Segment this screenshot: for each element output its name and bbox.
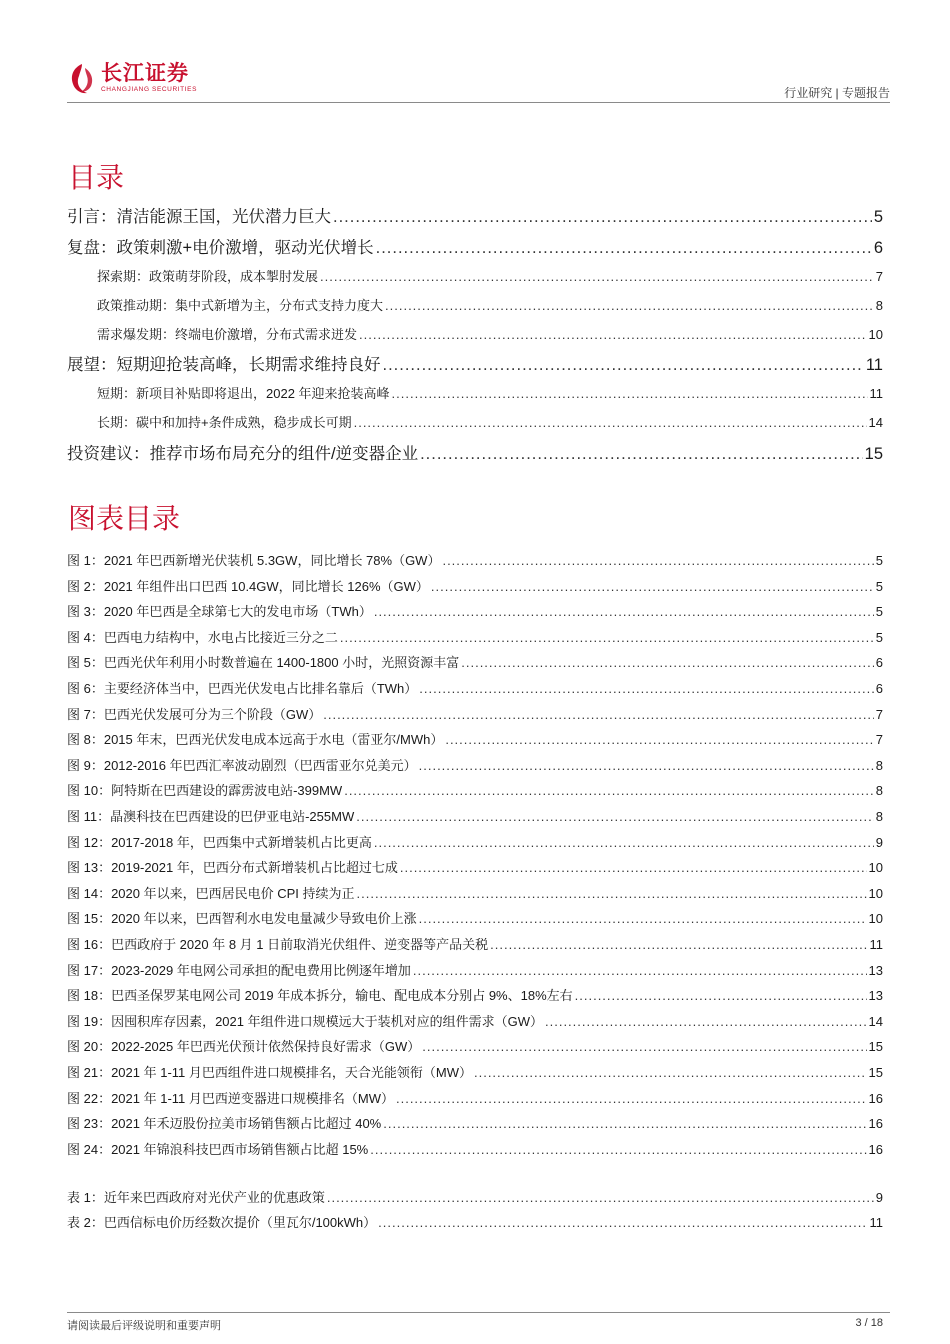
- figure-entry-page: 13: [868, 962, 883, 978]
- toc-entry-page: 10: [868, 327, 883, 342]
- figure-entry[interactable]: [67, 1011, 883, 1030]
- figure-entry-text: 图 11：晶澳科技在巴西建设的巴伊亚电站-255MW: [67, 809, 355, 824]
- figure-entry-page: 16: [868, 1090, 883, 1106]
- figure-entry-text: 图 8：2015 年末，巴西光伏发电成本远高于水电（雷亚尔/MWh）: [67, 732, 444, 748]
- page-header: [67, 62, 890, 107]
- figures-title: 图表目录: [68, 503, 181, 534]
- table-entry-page: 11: [869, 1215, 883, 1230]
- figure-entry-page: 5: [875, 629, 883, 645]
- figure-entry[interactable]: [67, 576, 883, 595]
- toc-subentry[interactable]: [67, 324, 883, 343]
- toc-entry-page: 14: [868, 415, 883, 430]
- toc-entry-text: 政策推动期：集中式新增为主，分布式支持力度大: [97, 298, 384, 313]
- figure-entry-text: 图 20：2022-2025 年巴西光伏预计依然保持良好需求（GW）: [67, 1039, 421, 1055]
- toc-dot-leader: [383, 356, 864, 375]
- toc-entry-text: 需求爆发期：终端电价激增，分布式需求迸发: [97, 327, 358, 342]
- toc-dot-leader: [378, 1215, 867, 1230]
- figure-entry-page: 6: [875, 655, 883, 671]
- figure-entry-page: 8: [875, 809, 883, 824]
- toc-subentry[interactable]: [67, 295, 883, 314]
- table-entry[interactable]: [67, 1212, 883, 1231]
- toc-dot-leader: [370, 1142, 866, 1157]
- toc-dot-leader: [545, 1014, 867, 1029]
- figure-entry-text: 图 15：2020 年以来，巴西智利水电发电量减少导致电价上涨: [67, 911, 417, 927]
- figure-entry[interactable]: [67, 780, 883, 799]
- toc-entry-page: 15: [864, 445, 883, 463]
- toc-dot-leader: [374, 604, 874, 619]
- figure-entry-page: 7: [875, 706, 883, 722]
- toc-dot-leader: [396, 1091, 867, 1106]
- page-number: 3 / 18: [855, 1317, 883, 1329]
- logo-english-name: CHANGJIANG SECURITIES: [101, 86, 198, 93]
- toc-dot-leader: [333, 208, 872, 227]
- toc-entry-text: 展望：短期迎抢装高峰，长期需求维持良好: [67, 356, 381, 374]
- figure-entry[interactable]: [67, 729, 883, 748]
- figure-entry-page: 9: [875, 834, 883, 850]
- toc-entry-page: 6: [873, 239, 883, 257]
- toc-dot-leader: [383, 1116, 866, 1131]
- figure-entry-text: 图 19：因囤积库存因素，2021 年组件进口规模远大于装机对应的组件需求（GW）: [67, 1013, 543, 1029]
- table-entry-text: 表 1：近年来巴西政府对光伏产业的优惠政策: [67, 1190, 325, 1205]
- figure-entry-page: 15: [868, 1039, 883, 1055]
- toc-dot-leader: [490, 937, 867, 952]
- toc-entry-text: 引言：清洁能源王国，光伏潜力巨大: [67, 208, 331, 226]
- toc-entry-page: 5: [873, 208, 883, 226]
- toc-dot-leader: [376, 239, 872, 258]
- figure-entry-text: 图 1：2021 年巴西新增光伏装机 5.3GW，同比增长 78%（GW）: [67, 553, 441, 568]
- figure-entry-text: 图 18：巴西圣保罗某电网公司 2019 年成本拆分，输电、配电成本分别占 9%、18%左右: [67, 988, 573, 1004]
- table-entry-page: 9: [875, 1190, 883, 1205]
- toc-entry-text: 投资建议：推荐市场布局充分的组件/逆变器企业: [67, 445, 419, 463]
- figure-entry-text: 图 12：2017-2018 年，巴西集中式新增装机占比更高: [67, 834, 372, 850]
- toc-dot-leader: [575, 988, 867, 1003]
- figure-entry[interactable]: [67, 1088, 883, 1107]
- figure-entry-text: 图 24：2021 年锦浪科技巴西市场销售额占比超 15%: [67, 1141, 369, 1157]
- toc-dot-leader: [413, 963, 867, 978]
- figure-entry-text: 图 22：2021 年 1-11 月巴西逆变器进口规模排名（MW）: [67, 1090, 394, 1106]
- toc-dot-leader: [344, 783, 874, 798]
- report-type-label: 行业研究 | 专题报告: [784, 86, 890, 100]
- figure-entry-text: 图 17：2023-2029 年电网公司承担的配电费用比例逐年增加: [67, 962, 411, 978]
- toc-entry-page: 8: [875, 298, 883, 313]
- figure-entry[interactable]: [67, 1062, 883, 1081]
- toc-dot-leader: [359, 327, 867, 342]
- figure-entry-text: 图 9：2012-2016 年巴西汇率波动剧烈（巴西雷亚尔兑美元）: [67, 757, 417, 773]
- toc-dot-leader: [357, 886, 867, 901]
- figure-entry-text: 图 3：2020 年巴西是全球第七大的发电市场（TWh）: [67, 604, 372, 620]
- toc-dot-leader: [400, 860, 867, 875]
- toc-entry[interactable]: [67, 203, 883, 227]
- figure-entry[interactable]: [67, 601, 883, 620]
- figure-entry-text: 图 5：巴西光伏年利用小时数普遍在 1400-1800 小时，光照资源丰富: [67, 655, 460, 671]
- figure-entry[interactable]: [67, 806, 883, 825]
- toc-dot-leader: [420, 445, 863, 464]
- figure-entry-page: 15: [868, 1065, 883, 1080]
- table-entry[interactable]: [67, 1187, 883, 1206]
- figure-entry-page: 5: [875, 578, 883, 594]
- figure-entry[interactable]: [67, 1113, 883, 1132]
- figure-entry-page: 10: [868, 885, 883, 901]
- toc-dot-leader: [419, 758, 874, 773]
- toc-dot-leader: [419, 681, 873, 696]
- figure-entry-page: 13: [868, 988, 883, 1004]
- toc-subentry[interactable]: [67, 266, 883, 285]
- figure-entry-text: 图 16：巴西政府于 2020 年 8 月 1 日前取消光伏组件、逆变器等产品关税: [67, 937, 489, 952]
- toc-dot-leader: [385, 298, 874, 313]
- figure-entry[interactable]: [67, 704, 883, 723]
- figure-entry-page: 14: [868, 1013, 883, 1029]
- footer-disclaimer: 请阅读最后评级说明和重要声明: [67, 1320, 221, 1332]
- toc-entry-text: 长期：碳中和加持+条件成熟，稳步成长可期: [97, 415, 352, 430]
- toc-dot-leader: [442, 553, 873, 568]
- changjiang-logo-icon: [67, 62, 97, 96]
- toc-dot-leader: [431, 579, 874, 594]
- toc-entry[interactable]: [67, 440, 883, 464]
- toc-dot-leader: [323, 707, 874, 722]
- toc-entry-text: 复盘：政策刺激+电价激增，驱动光伏增长: [67, 239, 374, 257]
- toc-entry-text: 探索期：政策萌芽阶段，成本掣肘发展: [97, 269, 319, 284]
- figure-entry[interactable]: [67, 960, 883, 979]
- figure-entry[interactable]: [67, 550, 883, 569]
- figure-entry[interactable]: [67, 857, 883, 876]
- figure-entry[interactable]: [67, 1036, 883, 1055]
- figure-entry[interactable]: [67, 755, 883, 774]
- figure-entry-text: 图 14：2020 年以来，巴西居民电价 CPI 持续为正: [67, 885, 355, 901]
- figure-entry-text: 图 23：2021 年禾迈股份拉美市场销售额占比超过 40%: [67, 1116, 382, 1132]
- footer-divider: [67, 1312, 890, 1313]
- company-logo: [67, 62, 197, 96]
- figure-entry[interactable]: [67, 627, 883, 646]
- figure-entry-text: 图 7：巴西光伏发展可分为三个阶段（GW）: [67, 706, 322, 722]
- figure-entry-text: 图 2：2021 年组件出口巴西 10.4GW，同比增长 126%（GW）: [67, 578, 429, 594]
- figure-entry-page: 10: [868, 860, 883, 876]
- toc-entry-text: 短期：新项目补贴即将退出，2022 年迎来抢装高峰: [97, 386, 390, 401]
- toc-subentry[interactable]: [67, 412, 883, 431]
- toc-dot-leader: [354, 415, 867, 430]
- figure-entry-page: 11: [869, 937, 883, 952]
- toc-dot-leader: [374, 835, 874, 850]
- toc-dot-leader: [320, 269, 874, 284]
- figure-entry[interactable]: [67, 678, 883, 697]
- toc-entry[interactable]: [67, 351, 883, 375]
- figure-entry-text: 图 21：2021 年 1-11 月巴西组件进口规模排名，天合光能领衔（MW）: [67, 1065, 472, 1080]
- toc-dot-leader: [327, 1190, 874, 1205]
- toc-subentry[interactable]: [67, 383, 883, 402]
- logo-chinese-name: 长江证券: [101, 62, 189, 85]
- toc-dot-leader: [356, 809, 874, 824]
- figure-entry-page: 6: [875, 681, 883, 696]
- figure-entry-page: 5: [875, 553, 883, 568]
- figure-entry-page: 16: [868, 1116, 883, 1132]
- toc-title: 目录: [68, 162, 125, 193]
- figure-entry-text: 图 6：主要经济体当中，巴西光伏发电占比排名靠后（TWh）: [67, 681, 418, 696]
- toc-dot-leader: [445, 732, 873, 747]
- toc-entry[interactable]: [67, 234, 883, 258]
- toc-entry-page: 11: [865, 356, 883, 374]
- figure-entry-page: 7: [875, 732, 883, 748]
- figure-entry-text: 图 10：阿特斯在巴西建设的霹雳波电站-399MW: [67, 783, 343, 799]
- toc-dot-leader: [422, 1039, 866, 1054]
- figure-entry-text: 图 4：巴西电力结构中，水电占比接近三分之二: [67, 629, 338, 645]
- figure-entry-page: 16: [868, 1141, 883, 1157]
- figure-entry[interactable]: [67, 652, 883, 671]
- toc-dot-leader: [392, 386, 868, 401]
- toc-dot-leader: [419, 911, 867, 926]
- figure-entry-page: 5: [875, 604, 883, 620]
- figure-entry[interactable]: [67, 883, 883, 902]
- figure-entry[interactable]: [67, 934, 883, 953]
- toc-entry-page: 7: [875, 269, 883, 284]
- figure-entry[interactable]: [67, 1139, 883, 1158]
- figure-entry[interactable]: [67, 832, 883, 851]
- figure-entry-page: 8: [875, 783, 883, 799]
- toc-dot-leader: [340, 630, 874, 645]
- toc-dot-leader: [461, 655, 874, 670]
- toc-dot-leader: [474, 1065, 867, 1080]
- figure-entry[interactable]: [67, 908, 883, 927]
- figure-entry-page: 8: [875, 757, 883, 773]
- toc-entry-page: 11: [869, 386, 883, 401]
- figure-entry[interactable]: [67, 985, 883, 1004]
- figure-entry-page: 10: [868, 911, 883, 927]
- figure-entry-text: 图 13：2019-2021 年，巴西分布式新增装机占比超过七成: [67, 860, 398, 876]
- table-entry-text: 表 2：巴西信标电价历经数次提价（里瓦尔/100kWh）: [67, 1215, 377, 1230]
- header-divider: [67, 102, 890, 103]
